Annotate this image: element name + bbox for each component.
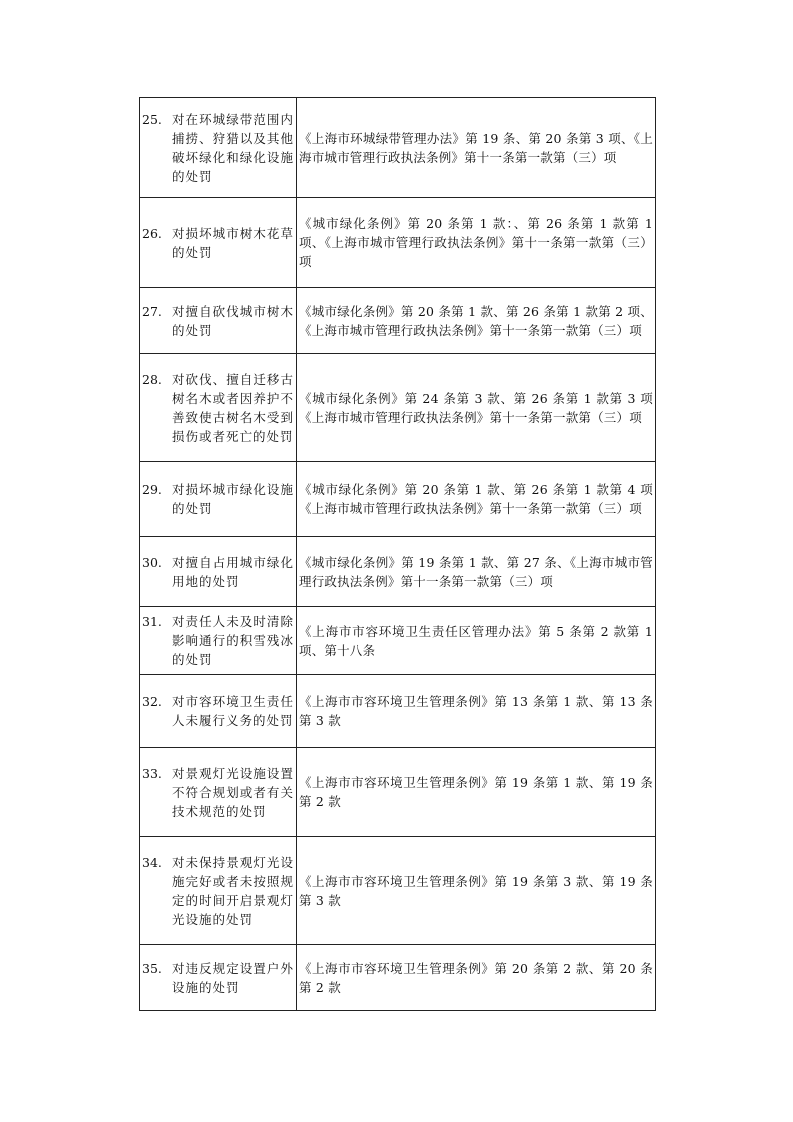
table-row [140, 98, 656, 198]
item-number: 26. [142, 225, 162, 241]
item-cell [140, 198, 297, 288]
item-number: 27. [142, 303, 162, 319]
legal-basis-text: 《上海市市容环境卫生管理条例》第 19 条第 3 款、第 19 条第 3 款 [299, 873, 653, 908]
table-row [140, 837, 656, 945]
penalty-table [139, 97, 656, 1011]
basis-cell [297, 945, 656, 1011]
item-cell [140, 607, 297, 675]
item-text: 对损坏城市树木花草的处罚 [172, 225, 294, 260]
legal-basis-text: 《城市绿化条例》第 20 条第 1 款、第 26 条第 1 款第 2 项、《上海市城市管理行政执法条例》第十一条第一款第（三）项 [299, 303, 653, 338]
legal-basis-text: 《上海市市容环境卫生管理条例》第 19 条第 1 款、第 19 条第 2 款 [299, 775, 653, 809]
item-text: 对砍伐、擅自迁移古树名木或者因养护不善致使古树名木受到损伤或者死亡的处罚 [172, 371, 294, 444]
table-row [140, 198, 656, 288]
item-cell [140, 748, 297, 837]
item-number: 30. [142, 554, 162, 570]
legal-basis-text: 《上海市市容环境卫生责任区管理办法》第 5 条第 2 款第 1 项、第十八条 [299, 623, 653, 658]
item-cell [140, 537, 297, 607]
item-text: 对损坏城市绿化设施的处罚 [172, 482, 294, 516]
table-row [140, 288, 656, 354]
item-text: 对责任人未及时清除影响通行的积雪残冰的处罚 [172, 614, 294, 667]
table-row [140, 675, 656, 748]
legal-basis-text: 《上海市市容环境卫生管理条例》第 13 条第 1 款、第 13 条第 3 款 [299, 694, 653, 728]
legal-basis-text: 《上海市环城绿带管理办法》第 19 条、第 20 条第 3 项、《上海市城市管理行政执法条例》第十一条第一款第（三）项 [299, 130, 653, 165]
item-cell [140, 675, 297, 748]
item-text: 对市容环境卫生责任人未履行义务的处罚 [172, 694, 294, 728]
item-cell [140, 945, 297, 1011]
item-number: 29. [142, 482, 162, 497]
legal-basis-text: 《城市绿化条例》第 24 条第 3 款、第 26 条第 1 款第 3 项《上海市城市管理行政执法条例》第十一条第一款第（三）项 [299, 390, 653, 425]
item-cell [140, 288, 297, 354]
table-row [140, 462, 656, 537]
table-row [140, 748, 656, 837]
basis-cell [297, 98, 656, 198]
item-number: 28. [142, 371, 162, 387]
item-cell [140, 837, 297, 945]
item-number: 33. [142, 765, 162, 781]
basis-cell [297, 354, 656, 462]
basis-cell [297, 607, 656, 675]
item-text: 对擅自砍伐城市树木的处罚 [172, 303, 294, 338]
item-cell [140, 354, 297, 462]
item-number: 34. [142, 854, 162, 870]
item-text: 对景观灯光设施设置不符合规划或者有关技术规范的处罚 [172, 765, 294, 819]
item-text: 对违反规定设置户外设施的处罚 [172, 960, 294, 995]
table-row [140, 945, 656, 1011]
legal-basis-text: 《城市绿化条例》第 19 条第 1 款、第 27 条、《上海市城市管理行政执法条例》第十一条第一款第（三）项 [299, 554, 653, 589]
basis-cell [297, 288, 656, 354]
table-row [140, 537, 656, 607]
legal-basis-text: 《上海市市容环境卫生管理条例》第 20 条第 2 款、第 20 条第 2 款 [299, 960, 653, 995]
item-text: 对未保持景观灯光设施完好或者未按照规定的时间开启景观灯光设施的处罚 [172, 854, 294, 927]
item-number: 25. [142, 111, 162, 127]
item-text: 对擅自占用城市绿化用地的处罚 [172, 554, 294, 589]
item-number: 31. [142, 614, 162, 629]
item-number: 32. [142, 694, 162, 709]
basis-cell [297, 462, 656, 537]
basis-cell [297, 537, 656, 607]
legal-basis-text: 《城市绿化条例》第 20 条第 1 款：、第 26 条第 1 款第 1 项、《上海市城市管理行政执法条例》第十一条第一款第（三）项 [299, 216, 653, 269]
item-number: 35. [142, 960, 162, 976]
basis-cell [297, 675, 656, 748]
basis-cell [297, 837, 656, 945]
item-cell [140, 98, 297, 198]
basis-cell [297, 748, 656, 837]
table-row [140, 354, 656, 462]
legal-basis-text: 《城市绿化条例》第 20 条第 1 款、第 26 条第 1 款第 4 项《上海市城市管理行政执法条例》第十一条第一款第（三）项 [299, 482, 653, 516]
item-text: 对在环城绿带范围内捕捞、狩猎以及其他破坏绿化和绿化设施的处罚 [172, 111, 294, 184]
item-cell [140, 462, 297, 537]
table-row [140, 607, 656, 675]
basis-cell [297, 198, 656, 288]
